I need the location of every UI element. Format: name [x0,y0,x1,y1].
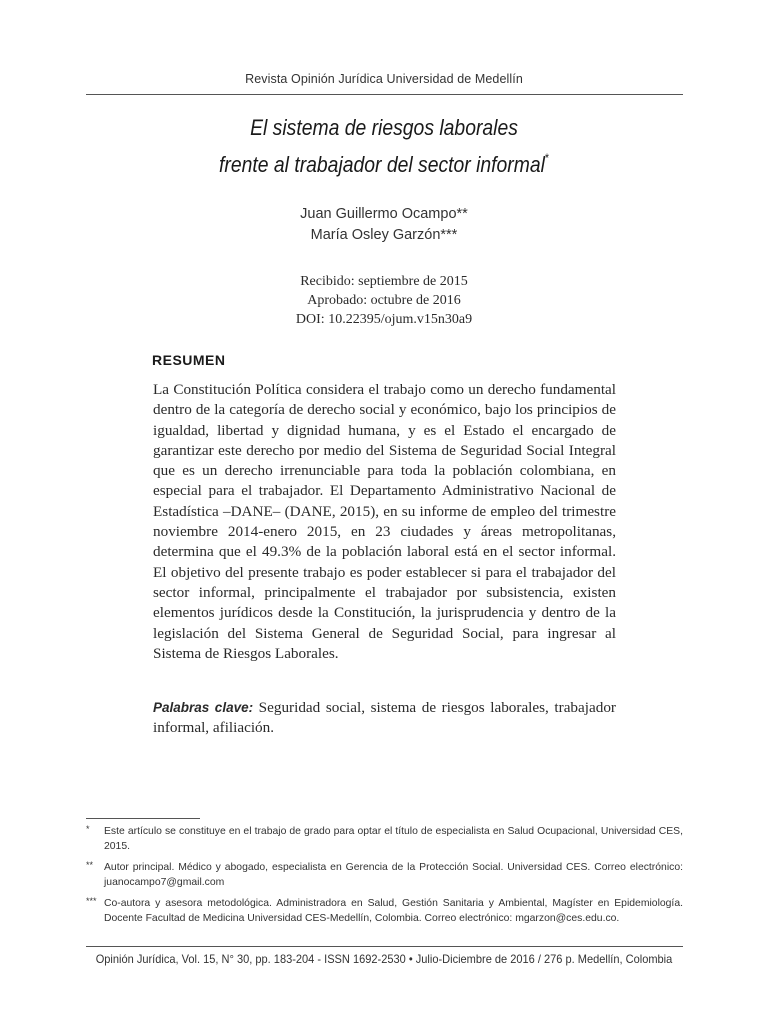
footnote-mark: ** [86,860,94,870]
title-line-2-text: frente al trabajador del sector informal [219,152,545,177]
footnote-text: Co-autora y asesora metodológica. Administradora en Salud, Gestión Sanitaria y Ambiental, Magíster en Epidemiología. Docente Facultad de Medicina Universidad CES-Medellín, Colombia. Correo electrónico: mgarzon@ces.edu.co. [104,898,683,924]
running-header: Revista Opinión Jurídica Universidad de Medellín [245,72,523,86]
publication-dates [0,272,768,329]
page-footer: Opinión Jurídica, Vol. 15, N° 30, pp. 183-204 - ISSN 1692-2530 • Julio-Diciembre de 2016 / 276 p. Medellín, Colombia [95,952,673,966]
received-date: Recibido: septiembre de 2015 [300,274,468,289]
footnote-mark: * [86,824,90,834]
abstract-body: La Constitución Política considera el trabajo como un derecho fundamental dentro de la categoría de derecho social y económico, bajo los principios de igualdad, libertad y dignidad humana, y es el Estado el encargado de garantizar este derecho por medio del Sistema de Seguridad Social Integral que es un derecho irrenunciable para toda la población colombiana, en especial para el trabajador. El Departamento Administrativo Nacional de Estadística –DANE– (DANE, 2015), en su informe de empleo del trimestre noviembre 2014-enero 2015, en 23 ciudades y áreas metropolitanas, determina que el 49.3% de la población laboral está en el sector informal. El objetivo del presente trabajo es poder establecer si para el trabajador del sector informal, principalmente el trabajador por subsistencia, existen elementos jurídicos desde la Constitución, la jurisprudencia y dentro de la legislación del Sistema General de Seguridad Social, para ingresar al Sistema de Riesgos Laborales. [153,381,616,662]
footnote-2 [86,860,683,890]
doi: DOI: 10.22395/ojum.v15n30a9 [295,312,473,327]
author-1: Juan Guillermo Ocampo** [300,206,468,222]
footnote-text: Autor principal. Médico y abogado, especialista en Gerencia de la Protección Social. Universidad CES. Correo electrónico: juanocampo7@gmail.com [104,862,683,888]
footnote-divider [86,818,200,819]
abstract-heading: RESUMEN [152,352,226,368]
article-title [54,113,714,180]
keywords [153,698,616,739]
footnote-1 [86,824,683,854]
approved-date: Aprobado: octubre de 2016 [307,293,461,308]
title-line-2 [54,143,714,180]
keywords-text: Seguridad social, sistema de riesgos laborales, trabajador informal, afiliación. [153,699,616,737]
author-list [0,204,768,246]
header-divider [86,94,683,95]
footnote-3 [86,896,683,926]
keywords-label: Palabras clave: [153,700,254,715]
footnote-mark: *** [86,896,97,906]
footer-divider [86,946,683,947]
author-2: María Osley Garzón*** [310,227,458,243]
footnote-text: Este artículo se constituye en el trabajo de grado para optar el título de especialista en Salud Ocupacional, Universidad CES, 2015. [104,826,683,852]
footnotes [86,824,683,932]
title-line-1: El sistema de riesgos laborales [250,115,518,140]
title-footnote-marker: * [544,151,549,165]
